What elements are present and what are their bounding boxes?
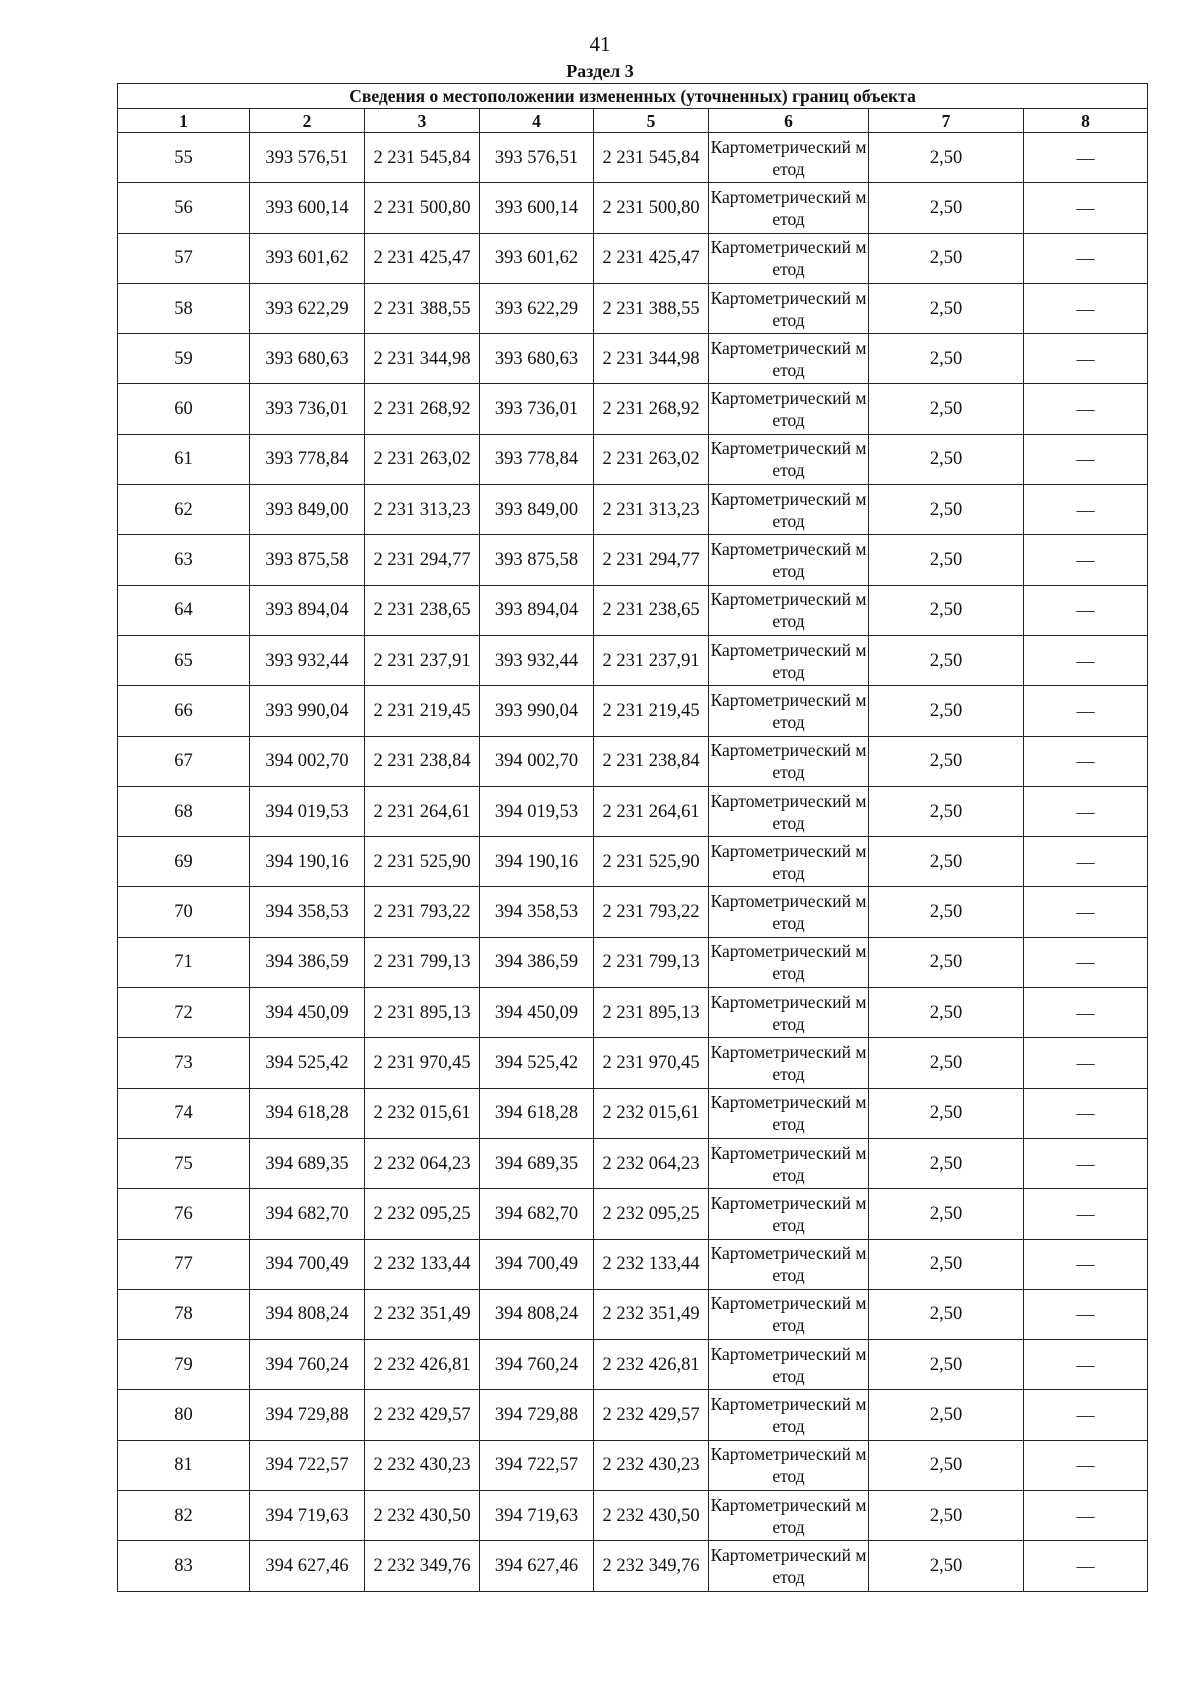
- y-old-cell: 2 231 313,23: [365, 485, 480, 535]
- method-cell: Картометрический метод: [709, 535, 869, 585]
- column-header: 6: [709, 109, 869, 133]
- point-number-cell: 74: [118, 1088, 250, 1138]
- y-old-cell: 2 231 425,47: [365, 233, 480, 283]
- x-new-cell: 393 894,04: [480, 585, 594, 635]
- column-header: 4: [480, 109, 594, 133]
- y-new-cell: 2 231 793,22: [594, 887, 709, 937]
- accuracy-cell: 2,50: [869, 585, 1024, 635]
- y-old-cell: 2 231 793,22: [365, 887, 480, 937]
- x-old-cell: 394 190,16: [250, 837, 365, 887]
- accuracy-cell: 2,50: [869, 434, 1024, 484]
- method-cell: Картометрический метод: [709, 183, 869, 233]
- description-cell: —: [1024, 233, 1148, 283]
- table-row: [118, 887, 1148, 937]
- table-caption: Сведения о местоположении измененных (уточненных) границ объекта: [118, 84, 1148, 109]
- x-old-cell: 394 525,42: [250, 1038, 365, 1088]
- y-new-cell: 2 231 263,02: [594, 434, 709, 484]
- method-cell: Картометрический метод: [709, 334, 869, 384]
- y-old-cell: 2 231 545,84: [365, 133, 480, 183]
- point-number-cell: 73: [118, 1038, 250, 1088]
- description-cell: —: [1024, 1138, 1148, 1188]
- point-number-cell: 81: [118, 1440, 250, 1490]
- point-number-cell: 64: [118, 585, 250, 635]
- x-new-cell: 394 358,53: [480, 887, 594, 937]
- column-header: 2: [250, 109, 365, 133]
- y-old-cell: 2 231 294,77: [365, 535, 480, 585]
- accuracy-cell: 2,50: [869, 686, 1024, 736]
- x-old-cell: 394 019,53: [250, 786, 365, 836]
- x-old-cell: 393 932,44: [250, 635, 365, 685]
- description-cell: —: [1024, 1440, 1148, 1490]
- y-new-cell: 2 231 313,23: [594, 485, 709, 535]
- description-cell: —: [1024, 334, 1148, 384]
- description-cell: —: [1024, 937, 1148, 987]
- table-row: [118, 133, 1148, 183]
- x-old-cell: 394 002,70: [250, 736, 365, 786]
- y-new-cell: 2 231 799,13: [594, 937, 709, 987]
- point-number-cell: 71: [118, 937, 250, 987]
- y-old-cell: 2 232 095,25: [365, 1189, 480, 1239]
- accuracy-cell: 2,50: [869, 485, 1024, 535]
- x-new-cell: 394 002,70: [480, 736, 594, 786]
- method-cell: Картометрический метод: [709, 434, 869, 484]
- description-cell: —: [1024, 183, 1148, 233]
- y-old-cell: 2 231 219,45: [365, 686, 480, 736]
- x-new-cell: 393 680,63: [480, 334, 594, 384]
- x-new-cell: 394 525,42: [480, 1038, 594, 1088]
- y-old-cell: 2 231 238,65: [365, 585, 480, 635]
- y-old-cell: 2 231 525,90: [365, 837, 480, 887]
- point-number-cell: 82: [118, 1491, 250, 1541]
- point-number-cell: 77: [118, 1239, 250, 1289]
- method-cell: Картометрический метод: [709, 1541, 869, 1591]
- point-number-cell: 79: [118, 1340, 250, 1390]
- table-row: [118, 1390, 1148, 1440]
- x-new-cell: 393 778,84: [480, 434, 594, 484]
- x-old-cell: 394 760,24: [250, 1340, 365, 1390]
- x-old-cell: 394 450,09: [250, 988, 365, 1038]
- y-old-cell: 2 232 429,57: [365, 1390, 480, 1440]
- method-cell: Картометрический метод: [709, 1390, 869, 1440]
- y-old-cell: 2 232 430,23: [365, 1440, 480, 1490]
- method-cell: Картометрический метод: [709, 635, 869, 685]
- description-cell: —: [1024, 283, 1148, 333]
- description-cell: —: [1024, 988, 1148, 1038]
- column-header: 3: [365, 109, 480, 133]
- y-old-cell: 2 231 895,13: [365, 988, 480, 1038]
- x-new-cell: 394 627,46: [480, 1541, 594, 1591]
- table-row: [118, 635, 1148, 685]
- method-cell: Картометрический метод: [709, 283, 869, 333]
- table-row: [118, 1239, 1148, 1289]
- table-row: [118, 283, 1148, 333]
- y-new-cell: 2 232 133,44: [594, 1239, 709, 1289]
- description-cell: —: [1024, 1289, 1148, 1339]
- x-new-cell: 394 729,88: [480, 1390, 594, 1440]
- x-old-cell: 393 894,04: [250, 585, 365, 635]
- y-old-cell: 2 232 064,23: [365, 1138, 480, 1188]
- x-old-cell: 393 875,58: [250, 535, 365, 585]
- method-cell: Картометрический метод: [709, 1340, 869, 1390]
- point-number-cell: 60: [118, 384, 250, 434]
- description-cell: —: [1024, 1340, 1148, 1390]
- description-cell: —: [1024, 635, 1148, 685]
- accuracy-cell: 2,50: [869, 736, 1024, 786]
- y-new-cell: 2 231 344,98: [594, 334, 709, 384]
- description-cell: —: [1024, 1189, 1148, 1239]
- point-number-cell: 76: [118, 1189, 250, 1239]
- x-new-cell: 394 808,24: [480, 1289, 594, 1339]
- x-new-cell: 394 618,28: [480, 1088, 594, 1138]
- x-new-cell: 394 760,24: [480, 1340, 594, 1390]
- y-new-cell: 2 232 015,61: [594, 1088, 709, 1138]
- x-old-cell: 394 808,24: [250, 1289, 365, 1339]
- y-old-cell: 2 232 351,49: [365, 1289, 480, 1339]
- method-cell: Картометрический метод: [709, 1440, 869, 1490]
- method-cell: Картометрический метод: [709, 1088, 869, 1138]
- accuracy-cell: 2,50: [869, 133, 1024, 183]
- page-number: 41: [589, 32, 611, 56]
- method-cell: Картометрический метод: [709, 133, 869, 183]
- y-new-cell: 2 232 429,57: [594, 1390, 709, 1440]
- method-cell: Картометрический метод: [709, 1189, 869, 1239]
- table-row: [118, 736, 1148, 786]
- accuracy-cell: 2,50: [869, 837, 1024, 887]
- column-header: 5: [594, 109, 709, 133]
- x-new-cell: 393 622,29: [480, 283, 594, 333]
- y-new-cell: 2 231 525,90: [594, 837, 709, 887]
- x-new-cell: 393 875,58: [480, 535, 594, 585]
- point-number-cell: 66: [118, 686, 250, 736]
- y-old-cell: 2 232 015,61: [365, 1088, 480, 1138]
- y-new-cell: 2 231 895,13: [594, 988, 709, 1038]
- table-row: [118, 988, 1148, 1038]
- table-row: [118, 786, 1148, 836]
- point-number-cell: 80: [118, 1390, 250, 1440]
- y-new-cell: 2 232 430,50: [594, 1491, 709, 1541]
- description-cell: —: [1024, 1239, 1148, 1289]
- column-header: 7: [869, 109, 1024, 133]
- table-row: [118, 686, 1148, 736]
- y-old-cell: 2 232 430,50: [365, 1491, 480, 1541]
- point-number-cell: 55: [118, 133, 250, 183]
- column-number-row: [118, 109, 1148, 133]
- x-new-cell: 394 386,59: [480, 937, 594, 987]
- x-old-cell: 394 682,70: [250, 1189, 365, 1239]
- x-old-cell: 394 722,57: [250, 1440, 365, 1490]
- table-body: [118, 133, 1148, 1592]
- point-number-cell: 56: [118, 183, 250, 233]
- table-row: [118, 434, 1148, 484]
- y-old-cell: 2 231 238,84: [365, 736, 480, 786]
- y-old-cell: 2 231 799,13: [365, 937, 480, 987]
- accuracy-cell: 2,50: [869, 535, 1024, 585]
- y-new-cell: 2 231 238,65: [594, 585, 709, 635]
- description-cell: —: [1024, 1038, 1148, 1088]
- accuracy-cell: 2,50: [869, 334, 1024, 384]
- accuracy-cell: 2,50: [869, 635, 1024, 685]
- method-cell: Картометрический метод: [709, 887, 869, 937]
- y-old-cell: 2 231 237,91: [365, 635, 480, 685]
- table-row: [118, 1491, 1148, 1541]
- table-row: [118, 1440, 1148, 1490]
- y-old-cell: 2 231 264,61: [365, 786, 480, 836]
- x-old-cell: 394 689,35: [250, 1138, 365, 1188]
- y-new-cell: 2 232 349,76: [594, 1541, 709, 1591]
- point-number-cell: 69: [118, 837, 250, 887]
- accuracy-cell: 2,50: [869, 1189, 1024, 1239]
- method-cell: Картометрический метод: [709, 786, 869, 836]
- y-new-cell: 2 231 238,84: [594, 736, 709, 786]
- x-old-cell: 393 622,29: [250, 283, 365, 333]
- table-row: [118, 233, 1148, 283]
- y-new-cell: 2 231 425,47: [594, 233, 709, 283]
- point-number-cell: 57: [118, 233, 250, 283]
- x-old-cell: 394 358,53: [250, 887, 365, 937]
- x-new-cell: 393 736,01: [480, 384, 594, 434]
- method-cell: Картометрический метод: [709, 585, 869, 635]
- method-cell: Картометрический метод: [709, 837, 869, 887]
- x-old-cell: 393 600,14: [250, 183, 365, 233]
- point-number-cell: 58: [118, 283, 250, 333]
- y-new-cell: 2 232 064,23: [594, 1138, 709, 1188]
- point-number-cell: 65: [118, 635, 250, 685]
- table-row: [118, 937, 1148, 987]
- y-old-cell: 2 232 133,44: [365, 1239, 480, 1289]
- x-old-cell: 394 386,59: [250, 937, 365, 987]
- point-number-cell: 61: [118, 434, 250, 484]
- x-old-cell: 393 849,00: [250, 485, 365, 535]
- y-old-cell: 2 231 344,98: [365, 334, 480, 384]
- x-new-cell: 394 722,57: [480, 1440, 594, 1490]
- y-old-cell: 2 232 426,81: [365, 1340, 480, 1390]
- description-cell: —: [1024, 887, 1148, 937]
- x-old-cell: 393 736,01: [250, 384, 365, 434]
- accuracy-cell: 2,50: [869, 1491, 1024, 1541]
- x-old-cell: 393 576,51: [250, 133, 365, 183]
- y-new-cell: 2 231 545,84: [594, 133, 709, 183]
- x-new-cell: 393 849,00: [480, 485, 594, 535]
- description-cell: —: [1024, 1390, 1148, 1440]
- accuracy-cell: 2,50: [869, 1390, 1024, 1440]
- y-old-cell: 2 232 349,76: [365, 1541, 480, 1591]
- y-new-cell: 2 231 268,92: [594, 384, 709, 434]
- y-old-cell: 2 231 263,02: [365, 434, 480, 484]
- table-row: [118, 485, 1148, 535]
- x-new-cell: 394 190,16: [480, 837, 594, 887]
- accuracy-cell: 2,50: [869, 786, 1024, 836]
- point-number-cell: 70: [118, 887, 250, 937]
- x-new-cell: 394 019,53: [480, 786, 594, 836]
- description-cell: —: [1024, 1088, 1148, 1138]
- y-new-cell: 2 231 237,91: [594, 635, 709, 685]
- method-cell: Картометрический метод: [709, 1491, 869, 1541]
- y-old-cell: 2 231 268,92: [365, 384, 480, 434]
- point-number-cell: 63: [118, 535, 250, 585]
- x-old-cell: 394 618,28: [250, 1088, 365, 1138]
- x-new-cell: 394 719,63: [480, 1491, 594, 1541]
- table-row: [118, 183, 1148, 233]
- y-new-cell: 2 231 970,45: [594, 1038, 709, 1088]
- point-number-cell: 67: [118, 736, 250, 786]
- table-row: [118, 1340, 1148, 1390]
- x-old-cell: 394 729,88: [250, 1390, 365, 1440]
- x-new-cell: 394 682,70: [480, 1189, 594, 1239]
- y-old-cell: 2 231 970,45: [365, 1038, 480, 1088]
- x-new-cell: 393 932,44: [480, 635, 594, 685]
- table-row: [118, 535, 1148, 585]
- method-cell: Картометрический метод: [709, 384, 869, 434]
- x-new-cell: 394 689,35: [480, 1138, 594, 1188]
- x-new-cell: 394 450,09: [480, 988, 594, 1038]
- description-cell: —: [1024, 736, 1148, 786]
- y-new-cell: 2 232 426,81: [594, 1340, 709, 1390]
- accuracy-cell: 2,50: [869, 1340, 1024, 1390]
- x-old-cell: 393 680,63: [250, 334, 365, 384]
- description-cell: —: [1024, 384, 1148, 434]
- x-new-cell: 393 990,04: [480, 686, 594, 736]
- table-row: [118, 1088, 1148, 1138]
- accuracy-cell: 2,50: [869, 988, 1024, 1038]
- x-new-cell: 393 601,62: [480, 233, 594, 283]
- method-cell: Картометрический метод: [709, 233, 869, 283]
- y-new-cell: 2 231 500,80: [594, 183, 709, 233]
- x-new-cell: 394 700,49: [480, 1239, 594, 1289]
- x-old-cell: 394 719,63: [250, 1491, 365, 1541]
- table-row: [118, 1541, 1148, 1591]
- table-row: [118, 334, 1148, 384]
- method-cell: Картометрический метод: [709, 1289, 869, 1339]
- method-cell: Картометрический метод: [709, 1138, 869, 1188]
- y-old-cell: 2 231 500,80: [365, 183, 480, 233]
- accuracy-cell: 2,50: [869, 1138, 1024, 1188]
- description-cell: —: [1024, 434, 1148, 484]
- x-old-cell: 394 627,46: [250, 1541, 365, 1591]
- accuracy-cell: 2,50: [869, 1088, 1024, 1138]
- point-number-cell: 75: [118, 1138, 250, 1188]
- accuracy-cell: 2,50: [869, 183, 1024, 233]
- method-cell: Картометрический метод: [709, 1239, 869, 1289]
- accuracy-cell: 2,50: [869, 1239, 1024, 1289]
- table-row: [118, 1289, 1148, 1339]
- x-old-cell: 393 601,62: [250, 233, 365, 283]
- accuracy-cell: 2,50: [869, 887, 1024, 937]
- x-old-cell: 393 990,04: [250, 686, 365, 736]
- description-cell: —: [1024, 686, 1148, 736]
- x-new-cell: 393 576,51: [480, 133, 594, 183]
- point-number-cell: 78: [118, 1289, 250, 1339]
- coordinates-table: [117, 83, 1148, 1592]
- x-old-cell: 394 700,49: [250, 1239, 365, 1289]
- table-row: [118, 1138, 1148, 1188]
- y-new-cell: 2 232 095,25: [594, 1189, 709, 1239]
- method-cell: Картометрический метод: [709, 1038, 869, 1088]
- point-number-cell: 59: [118, 334, 250, 384]
- accuracy-cell: 2,50: [869, 384, 1024, 434]
- accuracy-cell: 2,50: [869, 1038, 1024, 1088]
- table-row: [118, 837, 1148, 887]
- method-cell: Картометрический метод: [709, 988, 869, 1038]
- y-new-cell: 2 231 294,77: [594, 535, 709, 585]
- y-old-cell: 2 231 388,55: [365, 283, 480, 333]
- point-number-cell: 62: [118, 485, 250, 535]
- description-cell: —: [1024, 1541, 1148, 1591]
- description-cell: —: [1024, 485, 1148, 535]
- y-new-cell: 2 231 388,55: [594, 283, 709, 333]
- y-new-cell: 2 231 264,61: [594, 786, 709, 836]
- description-cell: —: [1024, 535, 1148, 585]
- description-cell: —: [1024, 133, 1148, 183]
- accuracy-cell: 2,50: [869, 1289, 1024, 1339]
- column-header: 1: [118, 109, 250, 133]
- description-cell: —: [1024, 786, 1148, 836]
- table-row: [118, 1038, 1148, 1088]
- column-header: 8: [1024, 109, 1148, 133]
- accuracy-cell: 2,50: [869, 1541, 1024, 1591]
- table-row: [118, 585, 1148, 635]
- method-cell: Картометрический метод: [709, 485, 869, 535]
- accuracy-cell: 2,50: [869, 937, 1024, 987]
- method-cell: Картометрический метод: [709, 937, 869, 987]
- table-row: [118, 384, 1148, 434]
- description-cell: —: [1024, 585, 1148, 635]
- y-new-cell: 2 232 351,49: [594, 1289, 709, 1339]
- method-cell: Картометрический метод: [709, 736, 869, 786]
- point-number-cell: 68: [118, 786, 250, 836]
- x-old-cell: 393 778,84: [250, 434, 365, 484]
- section-title: Раздел 3: [566, 61, 634, 81]
- y-new-cell: 2 231 219,45: [594, 686, 709, 736]
- method-cell: Картометрический метод: [709, 686, 869, 736]
- table-row: [118, 1189, 1148, 1239]
- x-new-cell: 393 600,14: [480, 183, 594, 233]
- accuracy-cell: 2,50: [869, 1440, 1024, 1490]
- accuracy-cell: 2,50: [869, 233, 1024, 283]
- point-number-cell: 72: [118, 988, 250, 1038]
- y-new-cell: 2 232 430,23: [594, 1440, 709, 1490]
- description-cell: —: [1024, 837, 1148, 887]
- point-number-cell: 83: [118, 1541, 250, 1591]
- description-cell: —: [1024, 1491, 1148, 1541]
- accuracy-cell: 2,50: [869, 283, 1024, 333]
